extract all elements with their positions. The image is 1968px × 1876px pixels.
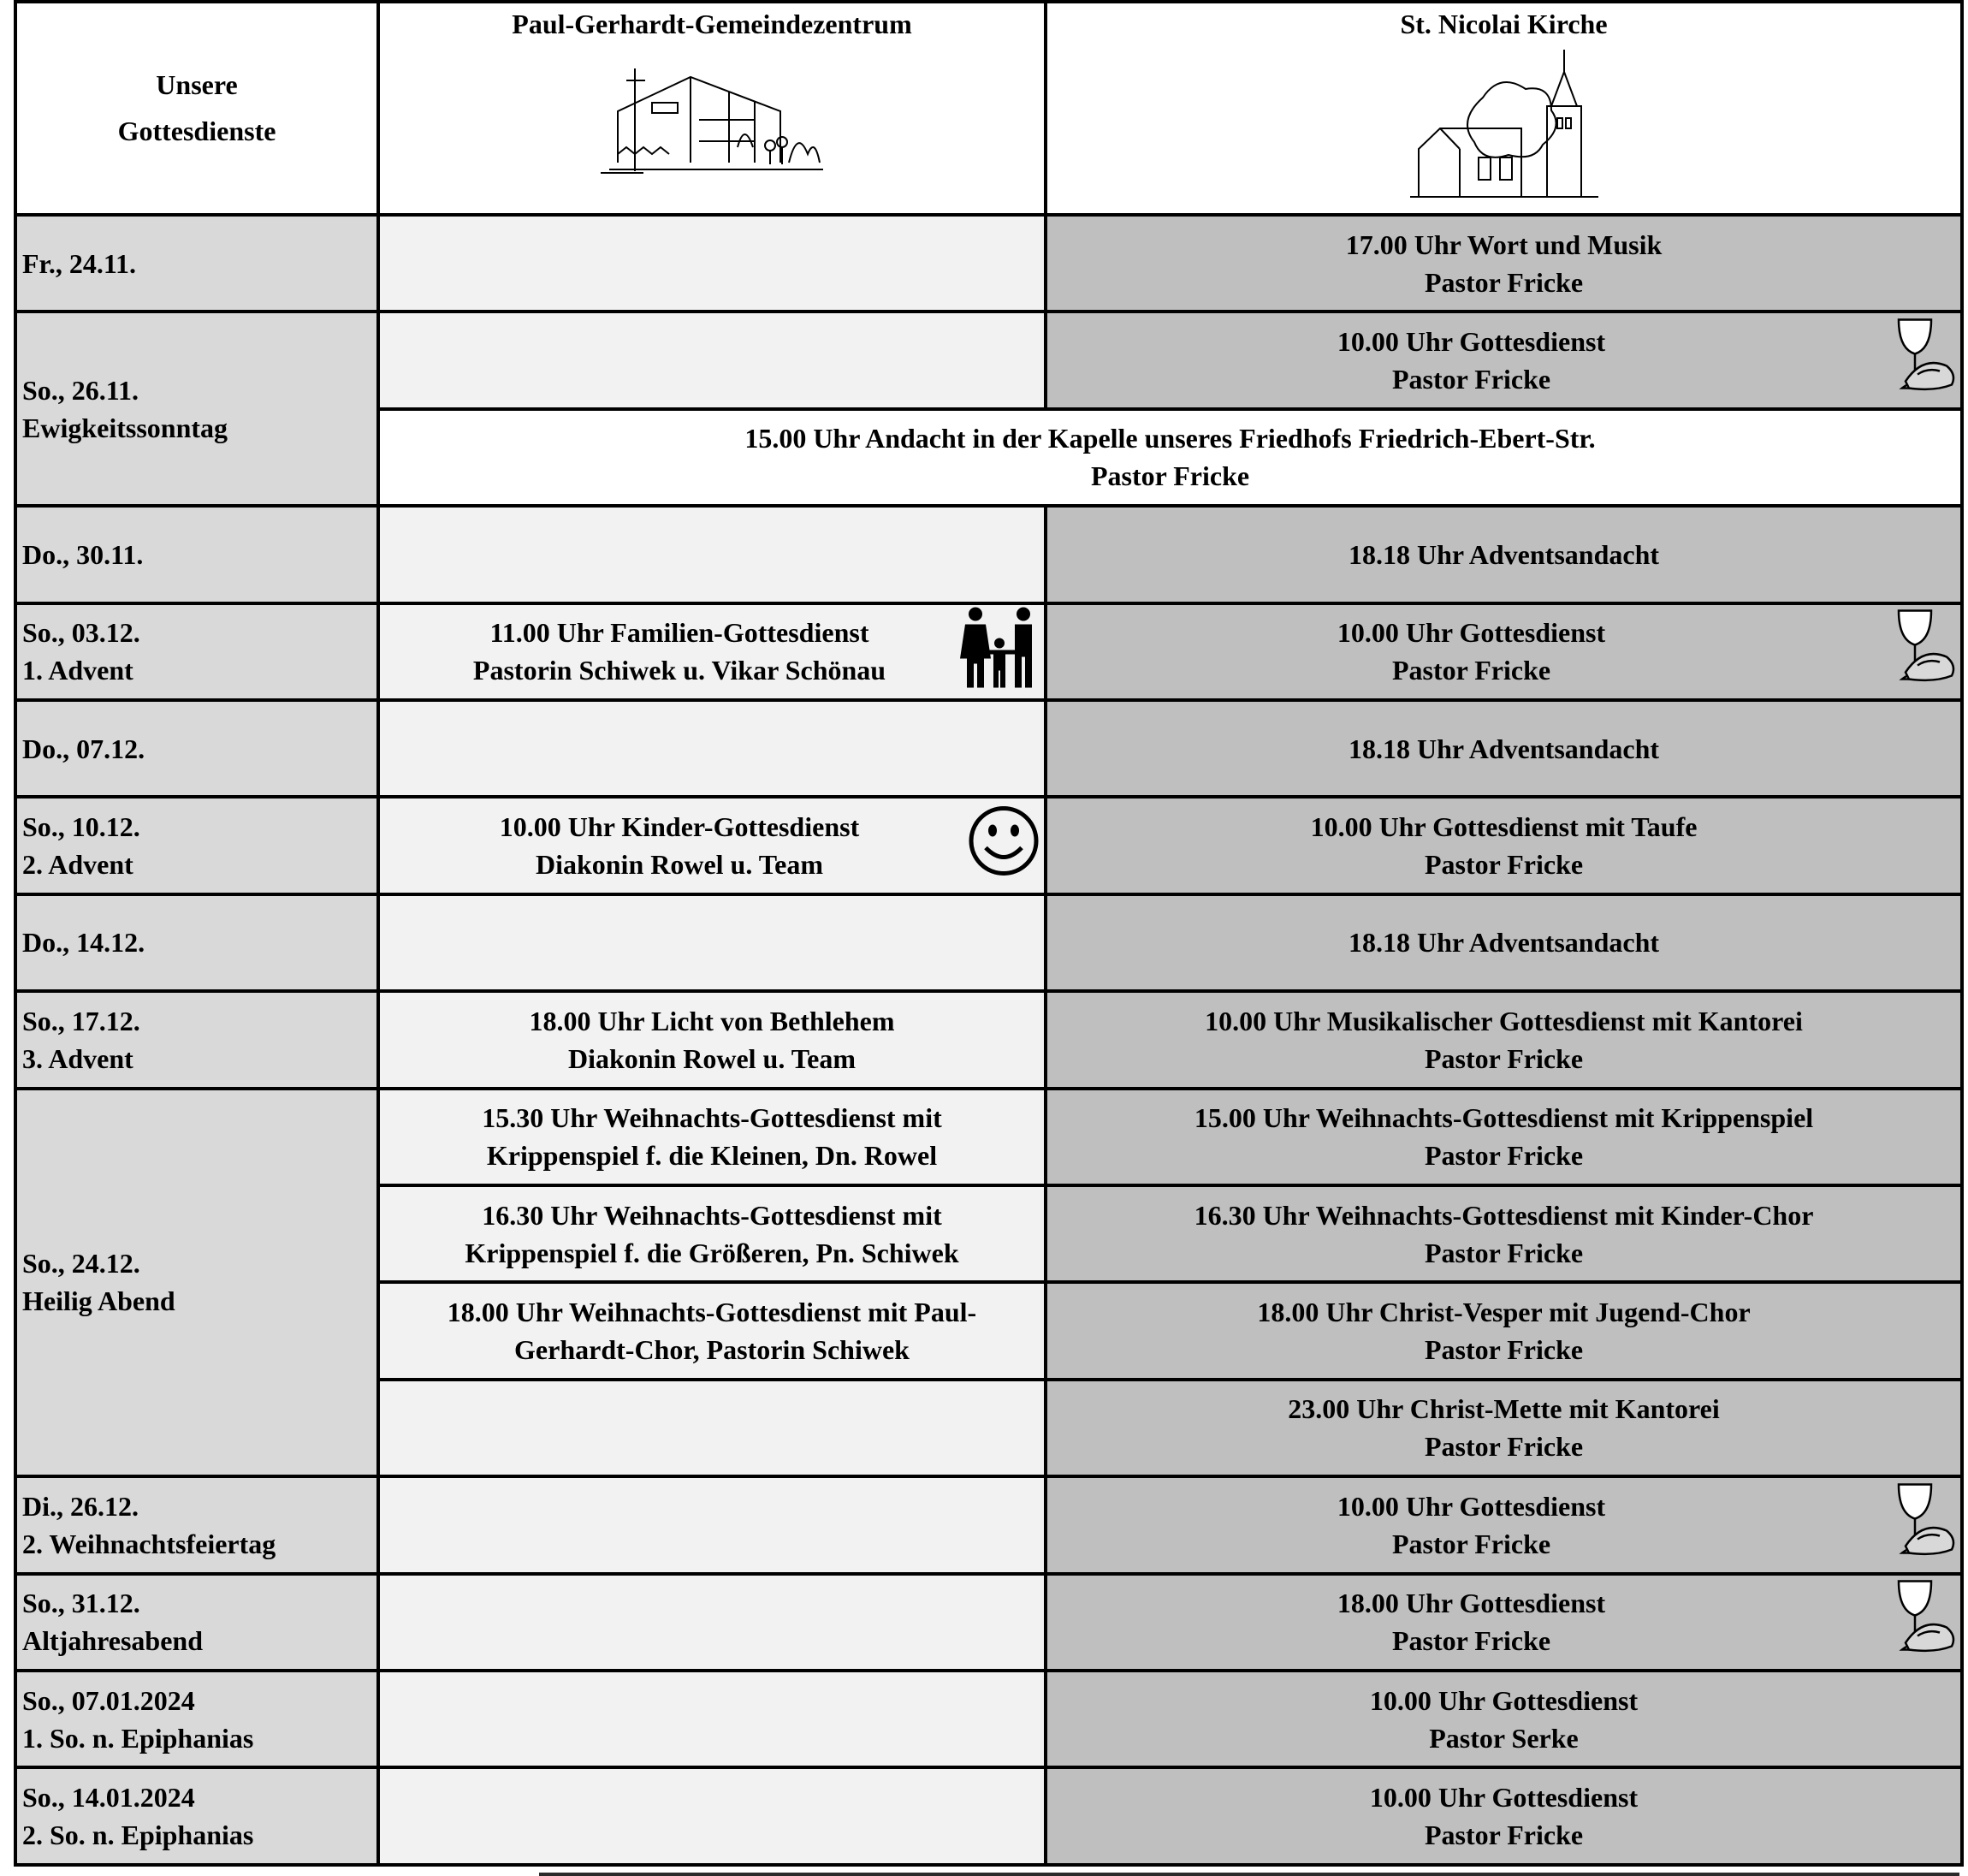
pg-service-line-1: 18.00 Uhr Licht von Bethlehem: [529, 1005, 895, 1036]
header-sn-title: St. Nicolai Kirche: [1400, 9, 1608, 39]
liturgical-day: 1. Advent: [22, 655, 133, 686]
schedule-row: [15, 603, 1962, 700]
liturgical-day: Altjahresabend: [22, 1625, 203, 1657]
liturgical-day: Ewigkeitssonntag: [22, 412, 228, 443]
sn-service-line-1: 23.00 Uhr Christ-Mette mit Kantorei: [1288, 1393, 1720, 1425]
sn-service-line-1: 10.00 Uhr Musikalischer Gottesdienst mit Kantorei: [1205, 1005, 1803, 1036]
sn-service-cell: [1046, 1476, 1962, 1573]
date-cell: [15, 506, 378, 603]
pg-service-line-2: Pastorin Schiwek u. Vikar Schönau: [472, 655, 886, 686]
sn-service-cell: [1046, 506, 1962, 603]
sn-service-line-2: Pastor Fricke: [1424, 1042, 1584, 1074]
service-date: Do., 30.11.: [22, 538, 144, 570]
st-nicolai-church-drawing-icon: [1402, 46, 1607, 200]
sn-service-line-2: Pastor Fricke: [1424, 1431, 1584, 1463]
date-cell: [15, 215, 378, 312]
header-row: [15, 2, 1962, 215]
schedule-row: [15, 506, 1962, 603]
sn-service-cell: [1046, 991, 1962, 1088]
date-cell: [15, 1767, 378, 1865]
service-date: So., 14.01.2024: [22, 1782, 195, 1814]
pg-service-cell: [378, 1476, 1046, 1573]
liturgical-day: 3. Advent: [22, 1042, 133, 1074]
sn-service-line-2: Pastor Fricke: [1424, 849, 1584, 881]
pg-service-cell: [378, 1767, 1046, 1865]
sn-service-line-1: 18.00 Uhr Christ-Vesper mit Jugend-Chor: [1257, 1297, 1751, 1328]
service-date: So., 07.01.2024: [22, 1684, 195, 1716]
pg-service-cell: [378, 1185, 1046, 1282]
sn-service-cell: [1046, 894, 1962, 991]
pg-service-cell: [378, 700, 1046, 797]
schedule-row: [15, 1089, 1962, 1185]
sn-service-line-2: Pastor Fricke: [1424, 1820, 1584, 1851]
date-cell: [15, 700, 378, 797]
chapel-service-line-1: 15.00 Uhr Andacht in der Kapelle unseres Friedhofs Friedrich-Ebert-Str.: [744, 423, 1596, 454]
pg-service-line-2: Krippenspiel f. die Größeren, Pn. Schiwek: [465, 1237, 959, 1268]
header-pg-title: Paul-Gerhardt-Gemeindezentrum: [512, 9, 912, 39]
sn-service-line-1: 10.00 Uhr Gottesdienst: [1369, 1782, 1639, 1814]
pg-service-line-1: 10.00 Uhr Kinder-Gottesdienst: [499, 811, 860, 843]
sn-service-cell: [1046, 1089, 1962, 1185]
liturgical-day: 2. Advent: [22, 849, 133, 881]
date-cell: [15, 894, 378, 991]
service-date: Fr., 24.11.: [22, 247, 137, 279]
chapel-service-line-2: Pastor Fricke: [1090, 460, 1250, 492]
sn-service-cell: [1046, 1185, 1962, 1282]
liturgical-day: Heilig Abend: [22, 1285, 175, 1317]
sn-service-cell: [1046, 1282, 1962, 1379]
paul-gerhardt-building-drawing-icon: [584, 51, 840, 180]
sn-service-line-2: Pastor Fricke: [1391, 655, 1551, 686]
pg-service-cell: [378, 603, 1046, 700]
sn-service-line-1: 10.00 Uhr Gottesdienst: [1337, 617, 1606, 649]
sn-service-line-1: 10.00 Uhr Gottesdienst mit Taufe: [1310, 811, 1698, 843]
communion-chalice-bread-icon: [1883, 315, 1957, 407]
pg-service-line-1: 18.00 Uhr Weihnachts-Gottesdienst mit Paul-: [447, 1297, 977, 1328]
schedule-row: [15, 1767, 1962, 1865]
sn-service-cell: [1046, 797, 1962, 893]
pg-service-line-2: Krippenspiel f. die Kleinen, Dn. Rowel: [486, 1140, 938, 1172]
date-cell: [15, 1574, 378, 1671]
liturgical-day: 2. So. n. Epiphanias: [22, 1820, 254, 1851]
service-date: So., 10.12.: [22, 811, 140, 843]
sn-service-line-1: 10.00 Uhr Gottesdienst: [1337, 1490, 1606, 1522]
sn-service-line-1: 18.18 Uhr Adventsandacht: [1348, 927, 1660, 959]
sn-service-line-1: 17.00 Uhr Wort und Musik: [1345, 229, 1663, 260]
sn-service-line-2: Pastor Fricke: [1391, 364, 1551, 395]
pg-service-cell: [378, 1574, 1046, 1671]
service-date: Do., 14.12.: [22, 927, 145, 959]
schedule-row: [15, 700, 1962, 797]
pg-service-cell: [378, 991, 1046, 1088]
service-date: So., 31.12.: [22, 1588, 140, 1619]
sn-service-line-1: 10.00 Uhr Gottesdienst: [1369, 1684, 1639, 1716]
sn-service-cell: [1046, 312, 1962, 408]
communion-chalice-bread-icon: [1883, 606, 1957, 698]
pg-service-cell: [378, 506, 1046, 603]
sn-service-line-2: Pastor Fricke: [1424, 1334, 1584, 1366]
header-label-line1: Unsere: [156, 69, 238, 101]
sn-service-line-2: Pastor Fricke: [1424, 266, 1584, 298]
pg-service-line-2: Diakonin Rowel u. Team: [567, 1042, 857, 1074]
header-label-cell: [15, 2, 378, 215]
pg-service-cell: [378, 1671, 1046, 1767]
pg-service-line-1: 16.30 Uhr Weihnachts-Gottesdienst mit: [482, 1199, 942, 1231]
date-cell: [15, 797, 378, 893]
schedule-row: [15, 1574, 1962, 1671]
liturgical-day: 1. So. n. Epiphanias: [22, 1722, 254, 1754]
liturgical-day: 2. Weihnachtsfeiertag: [22, 1528, 276, 1559]
header-sn-cell: [1046, 2, 1962, 215]
pg-service-cell: [378, 894, 1046, 991]
family-icon: [957, 606, 1042, 698]
schedule-row: [15, 1671, 1962, 1767]
sn-service-cell: [1046, 1574, 1962, 1671]
date-cell: [15, 1671, 378, 1767]
header-pg-cell: [378, 2, 1046, 215]
service-date: So., 17.12.: [22, 1005, 140, 1036]
schedule-row: [15, 1476, 1962, 1573]
service-date: So., 24.12.: [22, 1248, 140, 1279]
page-bottom-rule: [539, 1873, 1959, 1876]
sn-service-line-2: Pastor Fricke: [1424, 1237, 1584, 1268]
sn-service-line-1: 18.18 Uhr Adventsandacht: [1348, 538, 1660, 570]
sn-service-line-1: 18.00 Uhr Gottesdienst: [1337, 1588, 1606, 1619]
sn-service-line-1: 15.00 Uhr Weihnachts-Gottesdienst mit Krippenspiel: [1194, 1102, 1814, 1134]
service-schedule-table: [14, 0, 1964, 1867]
sn-service-line-2: Pastor Serke: [1429, 1722, 1579, 1754]
pg-service-line-1: 11.00 Uhr Familien-Gottesdienst: [489, 617, 869, 649]
cemetery-chapel-service-cell: [378, 409, 1962, 506]
sn-service-line-1: 10.00 Uhr Gottesdienst: [1337, 326, 1606, 358]
date-cell: [15, 1476, 378, 1573]
sn-service-line-2: Pastor Fricke: [1424, 1140, 1584, 1172]
sn-service-line-2: Pastor Fricke: [1391, 1528, 1551, 1559]
pg-service-line-2: Gerhardt-Chor, Pastorin Schiwek: [514, 1334, 910, 1366]
schedule-row: [15, 797, 1962, 893]
communion-chalice-bread-icon: [1883, 1479, 1957, 1570]
pg-service-cell: [378, 1089, 1046, 1185]
pg-service-cell: [378, 797, 1046, 893]
pg-service-cell: [378, 215, 1046, 312]
service-date: Do., 07.12.: [22, 733, 145, 764]
sn-service-cell: [1046, 1767, 1962, 1865]
sn-service-cell: [1046, 1671, 1962, 1767]
pg-service-line-1: 15.30 Uhr Weihnachts-Gottesdienst mit: [482, 1102, 942, 1134]
service-date: Di., 26.12.: [22, 1490, 139, 1522]
sn-service-cell: [1046, 215, 1962, 312]
sn-service-cell: [1046, 1380, 1962, 1476]
sn-service-line-2: Pastor Fricke: [1391, 1625, 1551, 1657]
sn-service-cell: [1046, 603, 1962, 700]
sn-service-line-1: 16.30 Uhr Weihnachts-Gottesdienst mit Kinder-Chor: [1194, 1199, 1814, 1231]
date-cell: [15, 1089, 378, 1477]
date-cell: [15, 603, 378, 700]
smiley-icon: [965, 804, 1042, 888]
date-cell: [15, 991, 378, 1088]
pg-service-cell: [378, 1380, 1046, 1476]
schedule-row: [15, 215, 1962, 312]
sn-service-line-1: 18.18 Uhr Adventsandacht: [1348, 733, 1660, 764]
date-cell: [15, 312, 378, 506]
schedule-row: [15, 894, 1962, 991]
pg-service-cell: [378, 312, 1046, 408]
pg-service-line-2: Diakonin Rowel u. Team: [535, 849, 824, 881]
header-label-line2: Gottesdienste: [117, 116, 276, 147]
schedule-row: [15, 991, 1962, 1088]
service-date: So., 26.11.: [22, 374, 139, 406]
communion-chalice-bread-icon: [1883, 1576, 1957, 1668]
sn-service-cell: [1046, 700, 1962, 797]
service-date: So., 03.12.: [22, 617, 140, 649]
schedule-row: [15, 312, 1962, 408]
pg-service-cell: [378, 1282, 1046, 1379]
